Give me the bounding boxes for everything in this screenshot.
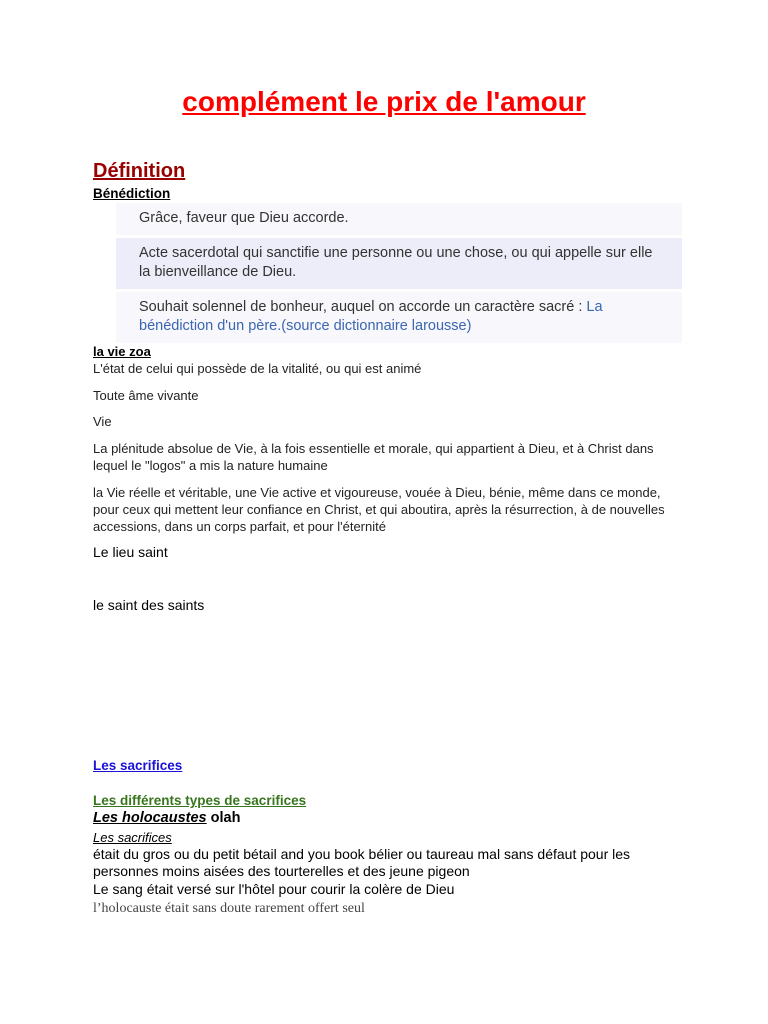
saint-des-saints-text: le saint des saints: [93, 597, 205, 613]
vie-zoa-heading-block: [93, 343, 673, 360]
vie-zoa-paragraph: Toute âme vivante: [93, 388, 199, 403]
holocaustes-hebrew: olah: [206, 810, 241, 826]
types-sacrifices-heading: Les différents types de sacrifices: [93, 793, 307, 808]
benediction-definition-list: [116, 203, 682, 346]
holocauste-serif-line: l’holocauste était sans doute rarement offert seul: [93, 901, 365, 916]
types-heading-block: [93, 792, 673, 809]
definition-item: [116, 203, 682, 235]
sacrifice-line: Le sang était versé sur l'hôtel pour courir la colère de Dieu: [93, 881, 455, 897]
definition-item-text: Souhait solennel de bonheur, auquel on accorde un caractère sacré :: [139, 299, 583, 315]
definition-item: [116, 238, 682, 289]
definition-item-text: Acte sacerdotal qui sanctifie une personne ou une chose, ou qui appelle sur elle la bienveillance de Dieu.: [139, 245, 653, 280]
page-title: complément le prix de l'amour: [182, 86, 586, 117]
vie-zoa-paragraph: L'état de celui qui possède de la vitalité, ou qui est animé: [93, 361, 422, 376]
sacrifices-heading-block: [93, 757, 673, 774]
small-sacrifices-heading: Les sacrifices: [93, 830, 172, 845]
definition-item: [116, 292, 682, 343]
definition-item-text: Grâce, faveur que Dieu accorde.: [139, 210, 349, 226]
holocaustes-heading: [93, 810, 673, 827]
larousse-example-link[interactable]: La bénédiction d'un père.(source dictionnaire larousse): [139, 299, 603, 334]
vie-zoa-paragraph: La plénitude absolue de Vie, à la fois essentielle et morale, qui appartient à Dieu, et à Christ dans lequel le "logos" a mis la nature humaine: [93, 441, 654, 473]
lieu-saint-text: Le lieu saint: [93, 544, 168, 560]
vie-zoa-heading: la vie zoa: [93, 344, 151, 359]
vie-zoa-paragraph: la Vie réelle et véritable, une Vie active et vigoureuse, vouée à Dieu, bénie, même dans ce monde, pour ceux qui mettent leur confiance en Christ, et qui aboutira, après la résurrection, à de nouvelles accessions, dans un corps parfait, et pour l'éternité: [93, 485, 665, 534]
definition-heading: Définition: [93, 160, 186, 182]
small-sacrifices-block: [93, 829, 673, 846]
sacrifices-link[interactable]: Les sacrifices: [93, 758, 183, 773]
benediction-heading: Bénédiction: [93, 186, 171, 201]
sacrifice-line: était du gros ou du petit bétail and you book bélier ou taureau mal sans défaut pour les personnes moins aisées des tourterelles et des jeune pigeon: [93, 846, 631, 879]
holocaustes-term: Les holocaustes: [93, 810, 207, 826]
vie-zoa-paragraph: Vie: [93, 414, 112, 429]
